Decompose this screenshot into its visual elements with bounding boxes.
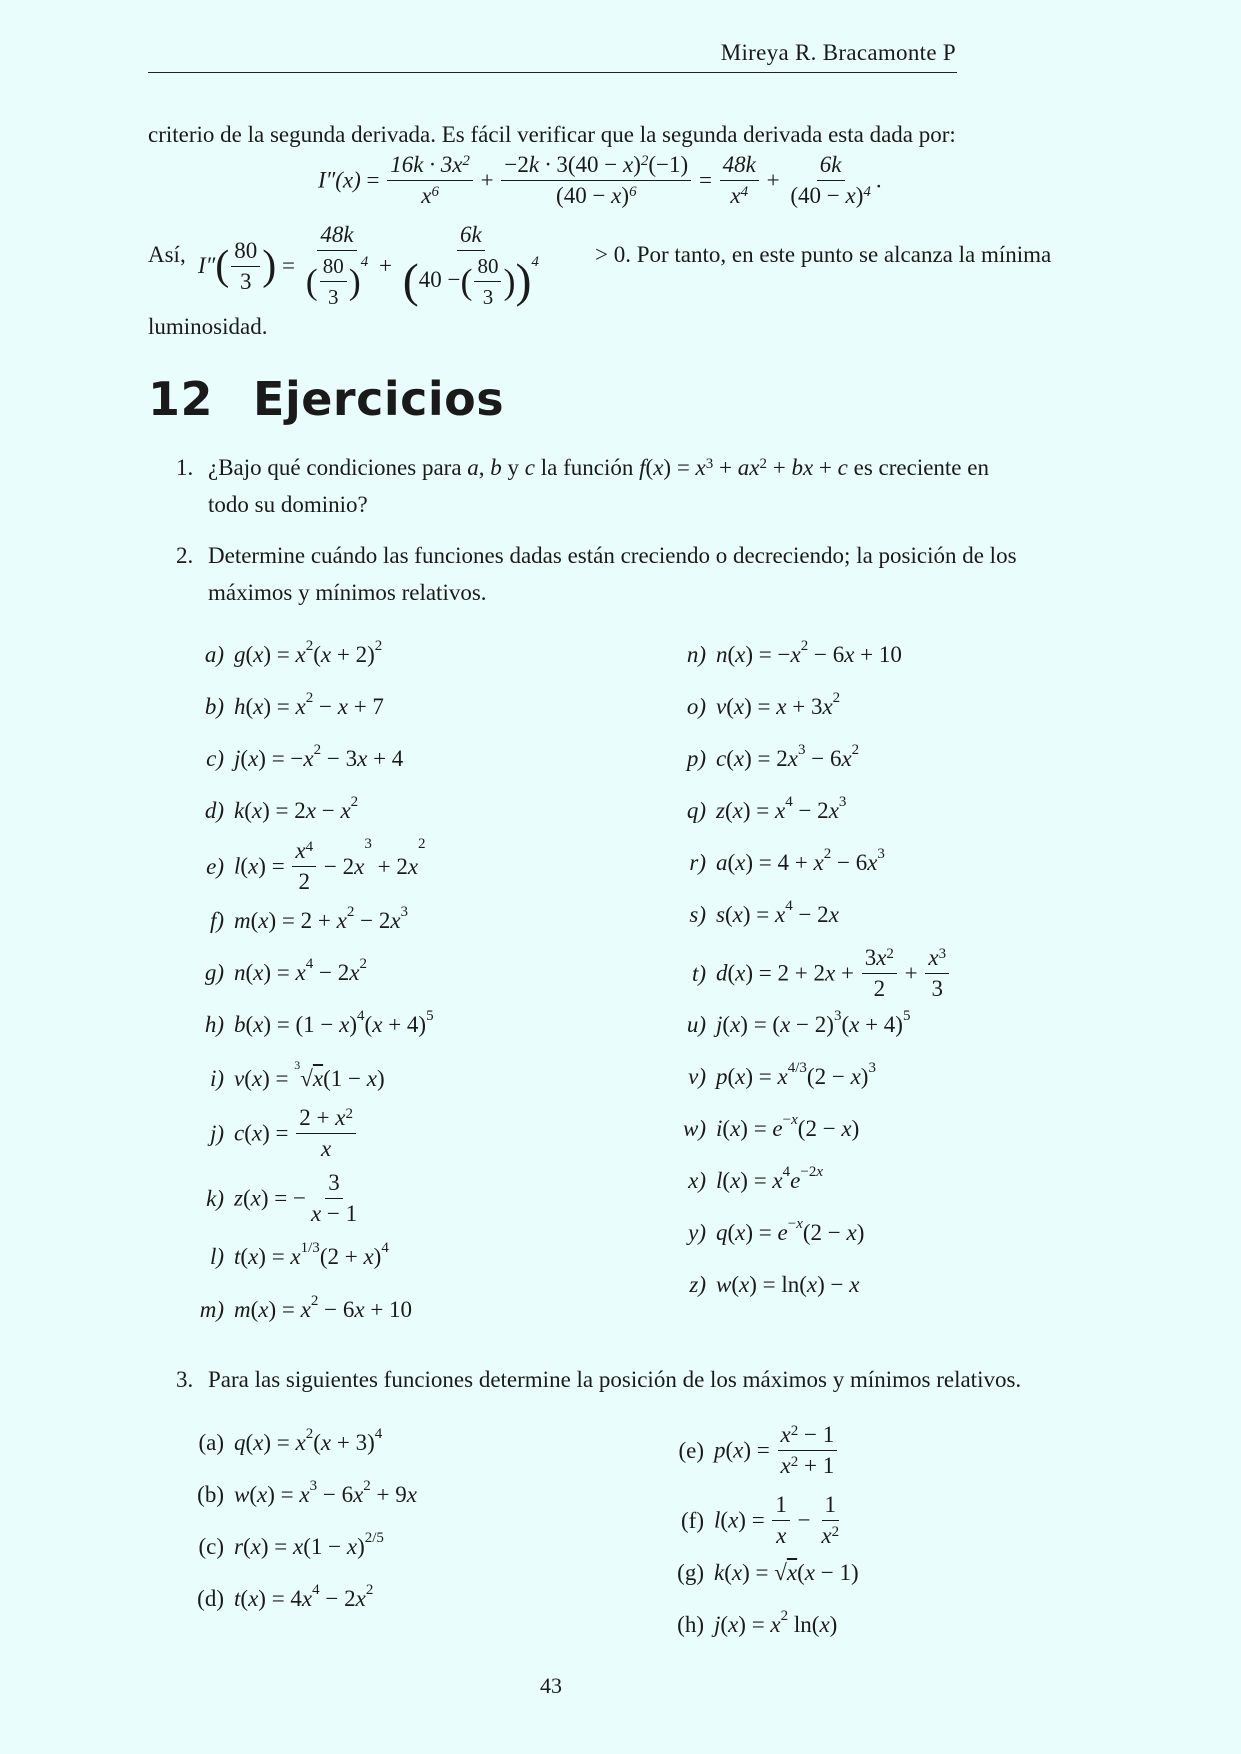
exercise-1-text-b: la función — [540, 455, 634, 480]
list-item: z) w(x) = ln(x) − x — [689, 1272, 860, 1297]
list-item: (h) $j(x) = x^2$ ln(x) — [677, 1608, 838, 1637]
exercise-1-text-c: es creciente en — [853, 455, 989, 480]
list-item: l) $t(x) = x^{1/3}(2 + x)^4$ — [209, 1240, 389, 1269]
list-item: (a) $q(x) = x^2(x + 3)^4$ — [198, 1426, 383, 1455]
list-item: (c) $r(x) = x(1 - x)^{2/5}$ — [198, 1530, 384, 1559]
list-item: w) $i(x) = e^{-x}(2 - x)$ — [683, 1112, 860, 1141]
exercise-1-text-a: ¿Bajo qué condiciones para — [208, 455, 462, 480]
header-rule — [148, 72, 957, 73]
list-item: u) $j(x) = (x - 2)^3(x + 4)^5$ — [686, 1008, 911, 1037]
list-item: m) $m(x) = x^2 - 6x + 10$ — [199, 1293, 413, 1322]
list-item: p) $c(x) = 2x^3 - 6x^2$ — [686, 742, 860, 771]
list-item: (g) k(x) = √x(x − 1) — [677, 1560, 859, 1585]
section-title-text: Ejercicios — [253, 372, 505, 426]
exercise-3-text: Para las siguientes funciones determine la posición de los máximos y mínimos relativos. — [208, 1367, 1022, 1392]
intro-line: criterio de la segunda derivada. Es fácil verificar que la segunda derivada esta dada por: — [148, 122, 956, 147]
page-number: 43 — [540, 1673, 562, 1698]
list-item: v) $p(x) = x^{4/3}(2 - x)^3$ — [688, 1060, 876, 1089]
list-item: (e) p(x) = $\frac{x^2 - 1}{x^2 + 1}$ — [656, 1422, 839, 1479]
list-item: g) $n(x) = x^4 - 2x^2$ — [204, 956, 367, 985]
list-item: r) $a(x) = 4 + x^2 - 6x^3$ — [689, 846, 885, 875]
list-item: t) d(x) = 2 + 2x + $\frac{3x^2}{2}$ + $\frac{x^3}{3}$ — [672, 945, 951, 1002]
list-item: n) $n(x) = -x^2 - 6x + 10$ — [686, 638, 902, 667]
exercise-2-line2: máximos y mínimos relativos. — [208, 580, 487, 605]
intro-luminosidad: luminosidad. — [148, 314, 268, 339]
header-author: Mireya R. Bracamonte P — [720, 40, 956, 65]
list-item: h) $b(x) = (1 - x)^4(x + 4)^5$ — [204, 1008, 434, 1037]
list-item: y) $q(x) = e^{-x}(2 - x)$ — [688, 1216, 865, 1245]
exercise-1-line1: ¿Bajo qué condiciones para a, b y c la función $f(x) = x^3 + ax^2$ + bx + c es creciente en — [208, 455, 989, 480]
evaluation-equation: I″( $\frac{80}{3}$ ) = 48k ( $\frac{80}{3}$ )$^4$ + 6k (40 −( $\frac{80}{3}$ ))$^4$ — [198, 222, 539, 309]
list-item: q) $z(x) = x^4 - 2x^3$ — [686, 794, 847, 823]
list-item: k) z(x) = − $\frac{3}{x - 1}$ — [206, 1170, 358, 1226]
list-item: e) l(x) = $\frac{x^4}{2}$ − $2x^3 + 2x^2$ — [206, 835, 426, 894]
list-item: a) $g(x) = x^2(x + 2)^2$ — [204, 638, 383, 667]
list-item: i) v(x) = $^3$√x(1 − x) — [209, 1058, 385, 1091]
intro-conclusion: > 0. Por tanto, en este punto se alcanza la mínima — [595, 242, 1052, 267]
list-item: s) $s(x) = x^4 - 2x$ — [689, 898, 839, 927]
list-item: o) $v(x) = x + 3x^2$ — [686, 690, 841, 719]
exercise-2-line1: Determine cuándo las funciones dadas están creciendo o decreciendo; la posición de los — [208, 543, 1017, 568]
exercise-3-number: 3. — [176, 1367, 194, 1392]
list-item: d) $k(x) = 2x - x^2$ — [204, 794, 359, 823]
exercise-2-number: 2. — [176, 543, 194, 568]
list-item: f) $m(x) = 2 + x^2 - 2x^3$ — [209, 904, 409, 933]
list-item: j) c(x) = $\frac{2 + x^2}{x}$ — [190, 1105, 358, 1162]
list-item: (f) l(x) = $\frac{1}{x}$ − $\frac{1}{x^2}$ — [681, 1492, 840, 1548]
list-item: b) $h(x) = x^2 - x + 7$ — [204, 690, 384, 719]
second-derivative-equation: I″(x) = $\frac{16k \cdot 3x^2}{x^6}$ + $\frac{-2k \cdot 3(40 - x)^2(-1)}{(40 - x)^6}$ = $\frac{48k}{x^4}$ + $\frac{6k}{(40 - x)^4}$ . — [318, 152, 882, 208]
list-item: (d) $t(x) = 4x^4 - 2x^2$ — [197, 1582, 374, 1611]
section-number: 12 — [148, 372, 214, 426]
list-item: x) $l(x) = x^4e^{-2x}$ — [688, 1164, 823, 1193]
section-title — [148, 372, 504, 426]
list-item: (b) $w(x) = x^3 - 6x^2 + 9x$ — [197, 1478, 417, 1507]
intro-asi: Así, — [148, 242, 186, 267]
exercise-1-line2: todo su dominio? — [208, 492, 368, 517]
exercise-1-number: 1. — [176, 455, 194, 480]
list-item: c) $j(x) = -x^2 - 3x + 4$ — [206, 742, 404, 771]
